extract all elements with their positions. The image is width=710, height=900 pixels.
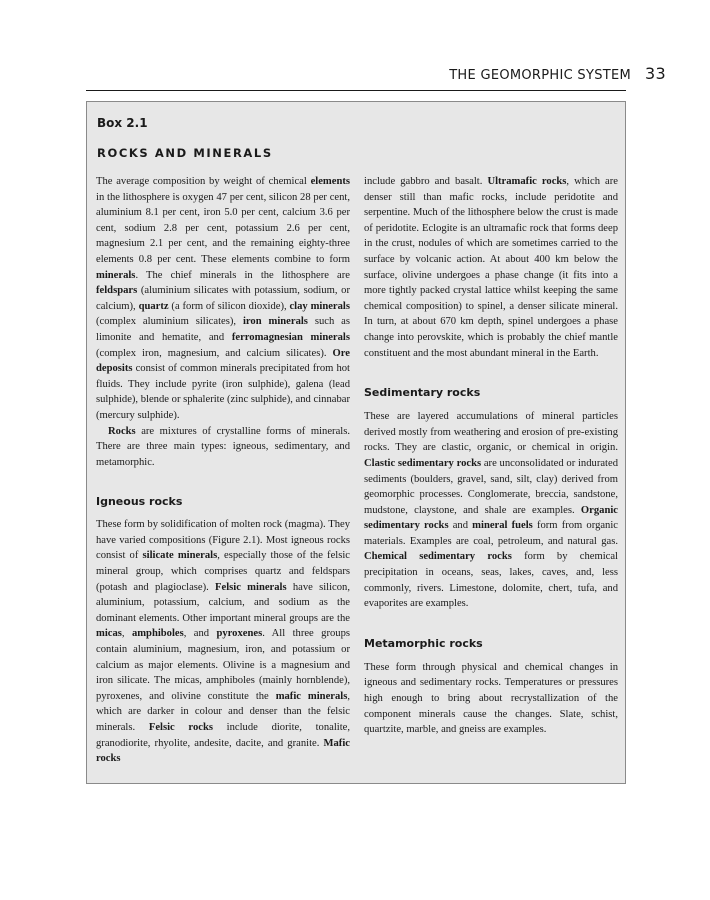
page-number: 33 [645,64,666,83]
igneous-paragraph: These form by solidification of molten rock (magma). They have varied compositions (Figure 2.1). Most igneous rocks consist of silicate minerals, especially those of the felsic mineral group, which comprises quartz and feldspars (potash and plagioclase). Felsic minerals have silicon, aluminium, potassium, calcium, and sodium as the dominant elements. Other important mineral groups are the micas, amphiboles, and pyroxenes. All three groups contain aluminium, magnesium, iron, and potassium or calcium as major elements. Olivine is a magnesium and iron silicate. The micas, amphiboles (mainly hornblende), pyroxenes, and olivine constitute the mafic minerals, which are darker in colour and denser than the felsic minerals. Felsic rocks include diorite, tonalite, granodiorite, rhyolite, andesite, dacite, and granite. Mafic rocks [96,519,350,765]
right-column [364,174,618,738]
box-title: ROCKS AND MINERALS [97,146,273,160]
rocks-paragraph: Rocks are mixtures of crystalline forms of minerals. There are three main types: igneous, sedimentary, and metamorphic. [96,425,350,468]
running-head [449,64,666,83]
metamorphic-paragraph: These form through physical and chemical changes in igneous and sedimentary rocks. Temperatures or pressures high enough to bring about recrystallization of the component minerals cause the changes. Slate, schist, quartzite, marble, and gneiss are examples. [364,661,618,736]
metamorphic-heading: Metamorphic rocks [364,636,483,650]
box-label: Box 2.1 [97,116,148,130]
header-rule [86,90,626,91]
igneous-heading: Igneous rocks [96,495,183,509]
sedimentary-paragraph: These are layered accumulations of mineral particles derived mostly from weathering and erosion of pre-existing rocks. They are clastic, organic, or chemical in origin. Clastic sedimentary rocks are unconsolidated or indurated sediments (boulders, gravel, sand, silt, clay) derived from geomorphic processes. Conglomerate, breccia, sandstone, mudstone, claystone, and shale are examples. Organic sedimentary rocks and mineral fuels form from organic materials. Examples are coal, petroleum, and natural gas. Chemical sedimentary rocks form by chemical precipitation in oceans, seas, lakes, caves, and, less commonly, rivers. Limestone, dolomite, chert, tufa, and evaporites are examples. [364,411,619,610]
sedimentary-heading: Sedimentary rocks [364,386,481,400]
intro-paragraph: The average composition by weight of chemical elements in the lithosphere is oxygen 47 per cent, silicon 28 per cent, aluminium 8.1 per cent, iron 5.0 per cent, calcium 3.6 per cent, sodium 2.8 per cent, potassium 2.6 per cent, magnesium 2.1 per cent, and the remaining eighty-three elements 0.8 per cent. These elements combine to form minerals. The chief minerals in the lithosphere are feldspars (aluminium silicates with potassium, sodium, or calcium), quartz (a form of silicon dioxide), clay minerals (complex aluminium silicates), iron minerals such as limonite and hematite, and ferromagnesian minerals (complex iron, magnesium, and calcium silicates). Ore deposits consist of common minerals precipitated from hot fluids. They include pyrite (iron sulphide), galena (lead sulphide), blende or sphalerite (zinc sulphide), and cinnabar (mercury sulphide). [96,176,351,421]
running-title: THE GEOMORPHIC SYSTEM [449,68,632,83]
igneous-paragraph-continued: include gabbro and basalt. Ultramafic rocks, which are denser still than mafic rocks, include peridotite and serpentine. Much of the lithosphere below the crust is made of peridotite. Eclogite is an ultramafic rock that forms deep in the crust, nodules of which are sometimes carried to the surface by volcanic action. At about 400 km below the surface, olivine undergoes a phase change (it fits into a more tightly packed crystal lattice whilst keeping the same chemical composition) to spinel, a denser silicate mineral. In turn, at about 670 km depth, spinel undergoes a phase change into perovskite, which is probably the chief mantle constituent and the most abundant mineral in the Earth. [364,176,618,359]
left-column [96,174,350,767]
